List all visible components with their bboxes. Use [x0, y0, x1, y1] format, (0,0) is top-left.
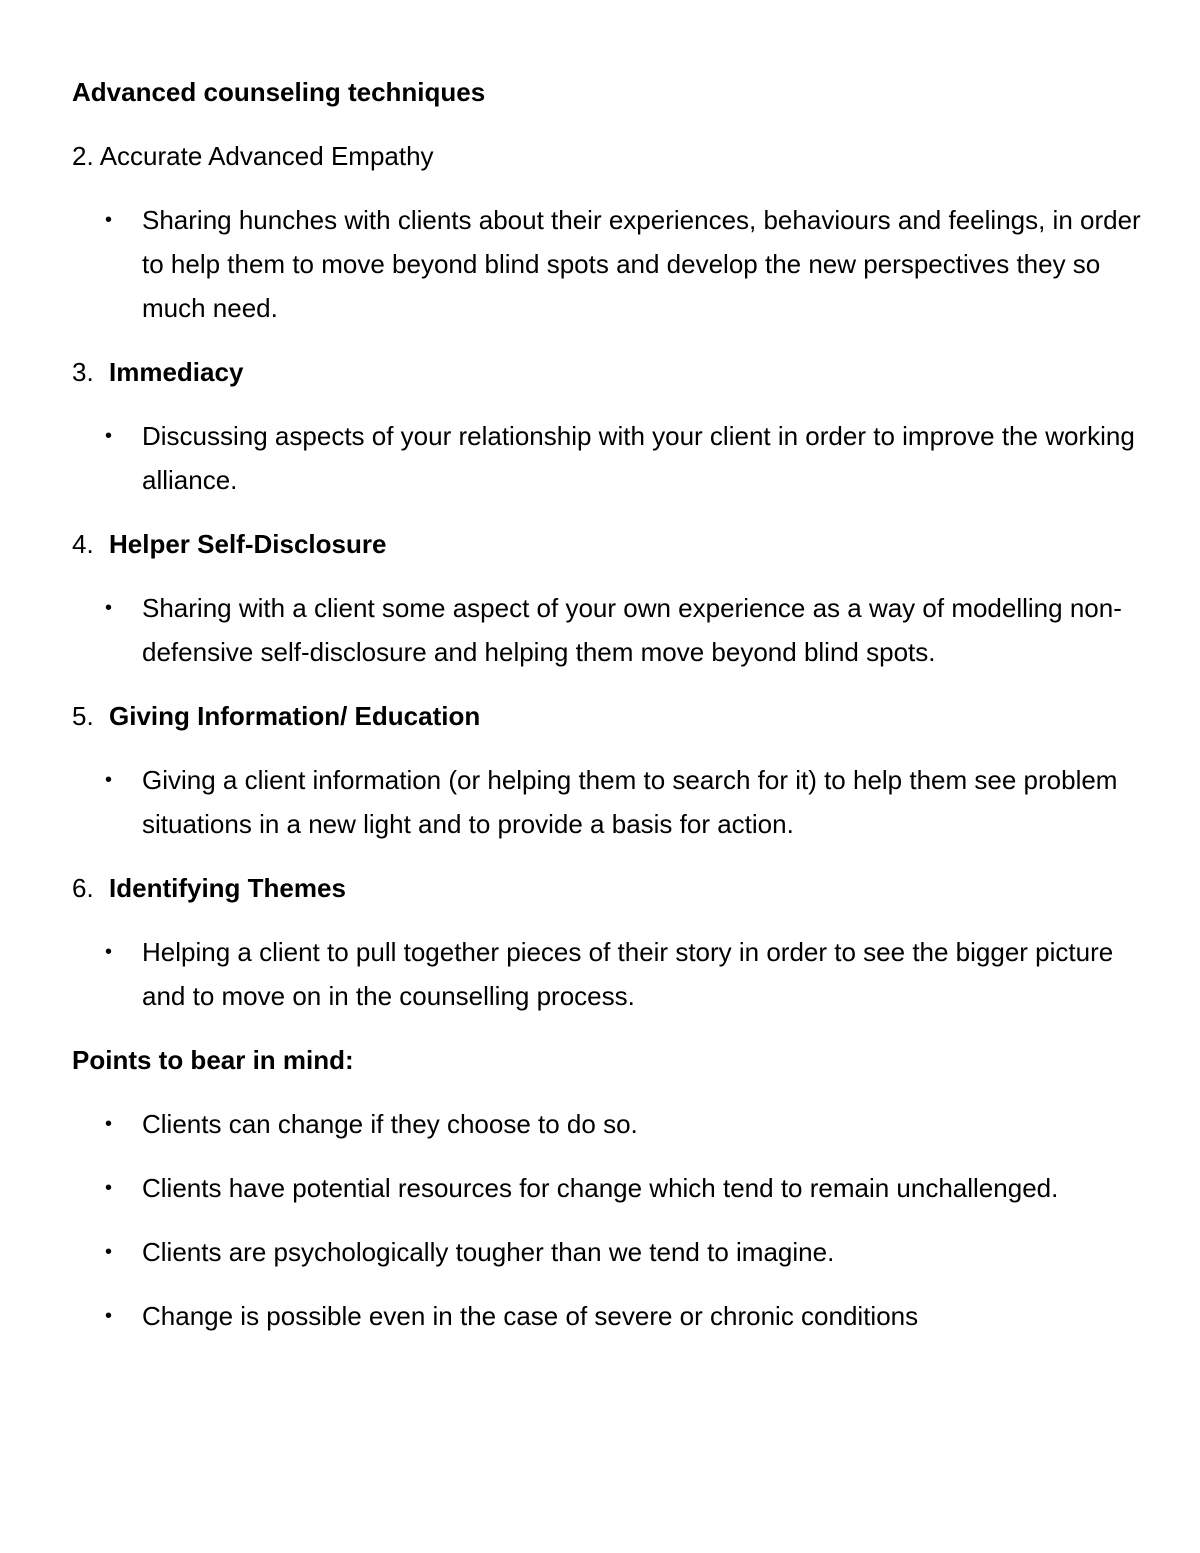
bullet-text: Giving a client information (or helping them to search for it) to help them see problem situations in a new light and to provide a basis for action. — [142, 765, 1118, 839]
point-item — [72, 1294, 1142, 1338]
points-heading: Points to bear in mind: — [72, 1045, 354, 1075]
bullet-icon: • — [105, 1113, 113, 1135]
section-number: 4. — [72, 529, 94, 559]
section-label: Giving Information/ Education — [109, 701, 481, 731]
bullet-item — [72, 198, 1142, 330]
bullet-text: Sharing hunches with clients about their experiences, behaviours and feelings, in order to help them to move beyond blind spots and develop the new perspectives they so much need. — [142, 205, 1141, 323]
bullet-icon: • — [105, 941, 113, 963]
section-label: Immediacy — [109, 357, 244, 387]
point-text: Change is possible even in the case of severe or chronic conditions — [142, 1301, 919, 1331]
section-number: 3. — [72, 357, 94, 387]
bullet-item — [72, 414, 1142, 502]
section-heading-4 — [72, 522, 1142, 566]
bullet-icon: • — [105, 1241, 113, 1263]
point-text: Clients are psychologically tougher than we tend to imagine. — [142, 1237, 835, 1267]
bullet-icon: • — [105, 425, 113, 447]
point-item — [72, 1230, 1142, 1274]
section-number: 5. — [72, 701, 94, 731]
section-label: Helper Self-Disclosure — [109, 529, 387, 559]
section-label: Accurate Advanced Empathy — [99, 141, 434, 171]
section-label: Identifying Themes — [109, 873, 346, 903]
point-item — [72, 1102, 1142, 1146]
bullet-icon: • — [105, 209, 113, 231]
section-heading-5 — [72, 694, 1142, 738]
bullet-item — [72, 758, 1142, 846]
section-number: 6. — [72, 873, 94, 903]
bullet-text: Sharing with a client some aspect of your own experience as a way of modelling non-defensive self-disclosure and helping them move beyond blind spots. — [142, 593, 1122, 667]
section-heading-2 — [72, 134, 1142, 178]
section-heading-6 — [72, 866, 1142, 910]
section-number: 2. — [72, 141, 94, 171]
point-item — [72, 1166, 1142, 1210]
bullet-icon: • — [105, 769, 113, 791]
document-title: Advanced counseling techniques — [72, 77, 486, 107]
document-page — [72, 70, 1142, 1358]
bullet-text: Discussing aspects of your relationship with your client in order to improve the working alliance. — [142, 421, 1135, 495]
point-text: Clients can change if they choose to do so. — [142, 1109, 638, 1139]
bullet-icon: • — [105, 1177, 113, 1199]
bullet-text: Helping a client to pull together pieces of their story in order to see the bigger picture and to move on in the counselling process. — [142, 937, 1114, 1011]
bullet-icon: • — [105, 597, 113, 619]
bullet-item — [72, 930, 1142, 1018]
bullet-item — [72, 586, 1142, 674]
section-heading-3 — [72, 350, 1142, 394]
point-text: Clients have potential resources for change which tend to remain unchallenged. — [142, 1173, 1059, 1203]
bullet-icon: • — [105, 1305, 113, 1327]
